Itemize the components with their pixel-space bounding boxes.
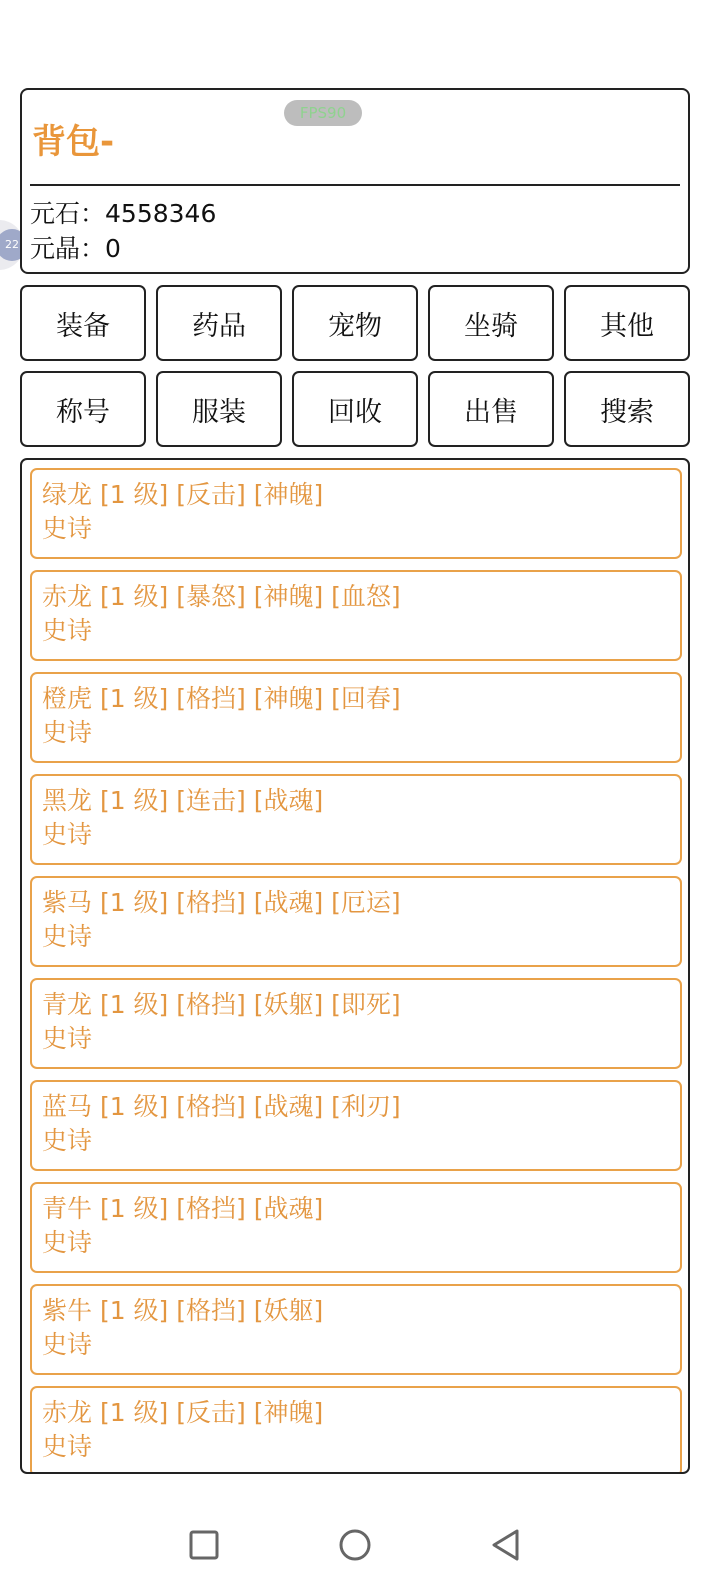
- currency-value: 4558346: [105, 199, 217, 228]
- recent-apps-icon: [174, 1513, 234, 1573]
- category-button-title[interactable]: 称号: [20, 371, 146, 447]
- list-item[interactable]: [30, 570, 682, 661]
- currency-yuanjing: [30, 233, 121, 265]
- home-icon: [325, 1513, 385, 1573]
- item-rarity: 史诗: [42, 1432, 93, 1461]
- item-name: 青龙 [1 级] [格挡] [妖躯] [即死]: [42, 990, 401, 1019]
- category-button-costume[interactable]: 服装: [156, 371, 282, 447]
- item-name: 青牛 [1 级] [格挡] [战魂]: [42, 1194, 324, 1223]
- list-item[interactable]: [30, 876, 682, 967]
- back-icon: [476, 1513, 536, 1573]
- list-item[interactable]: [30, 1284, 682, 1375]
- page-title: 背包-: [32, 122, 115, 162]
- item-name: 赤龙 [1 级] [暴怒] [神魄] [血怒]: [42, 582, 401, 611]
- category-button-recycle[interactable]: 回收: [292, 371, 418, 447]
- item-name: 蓝马 [1 级] [格挡] [战魂] [利刃]: [42, 1092, 401, 1121]
- list-item[interactable]: [30, 1182, 682, 1273]
- back-button[interactable]: [476, 1513, 536, 1573]
- home-button[interactable]: [325, 1513, 385, 1573]
- item-rarity: 史诗: [42, 514, 93, 543]
- currency-label: 元石：: [30, 199, 106, 228]
- item-rarity: 史诗: [42, 1126, 93, 1155]
- item-name: 黑龙 [1 级] [连击] [战魂]: [42, 786, 324, 815]
- system-nav-bar: [0, 1495, 720, 1591]
- item-name: 紫马 [1 级] [格挡] [战魂] [厄运]: [42, 888, 401, 917]
- floating-assistant-icon: 22: [0, 229, 28, 261]
- list-item[interactable]: [30, 672, 682, 763]
- currency-label: 元晶：: [30, 234, 106, 263]
- inventory-list[interactable]: [20, 458, 690, 1474]
- item-name: 紫牛 [1 级] [格挡] [妖躯]: [42, 1296, 324, 1325]
- item-rarity: 史诗: [42, 616, 93, 645]
- category-button-sell[interactable]: 出售: [428, 371, 554, 447]
- category-button-mount[interactable]: 坐骑: [428, 285, 554, 361]
- list-item[interactable]: [30, 1080, 682, 1171]
- list-item[interactable]: [30, 468, 682, 559]
- fps-badge: FPS90: [284, 100, 362, 126]
- item-rarity: 史诗: [42, 1024, 93, 1053]
- list-item[interactable]: [30, 1386, 682, 1474]
- category-button-other[interactable]: 其他: [564, 285, 690, 361]
- bag-header-panel: [20, 88, 690, 274]
- item-rarity: 史诗: [42, 820, 93, 849]
- currency-yuanshi: [30, 198, 216, 230]
- item-rarity: 史诗: [42, 1228, 93, 1257]
- category-buttons: [20, 285, 690, 447]
- inventory-list-content: [30, 468, 682, 1474]
- header-divider: [30, 184, 680, 186]
- item-rarity: 史诗: [42, 922, 93, 951]
- item-rarity: 史诗: [42, 718, 93, 747]
- item-name: 绿龙 [1 级] [反击] [神魄]: [42, 480, 324, 509]
- category-button-medicine[interactable]: 药品: [156, 285, 282, 361]
- category-button-equipment[interactable]: 装备: [20, 285, 146, 361]
- category-button-pet[interactable]: 宠物: [292, 285, 418, 361]
- currency-value: 0: [105, 234, 121, 263]
- list-item[interactable]: [30, 978, 682, 1069]
- item-name: 赤龙 [1 级] [反击] [神魄]: [42, 1398, 324, 1427]
- item-name: 橙虎 [1 级] [格挡] [神魄] [回春]: [42, 684, 401, 713]
- recent-apps-button[interactable]: [174, 1513, 234, 1573]
- category-button-search[interactable]: 搜索: [564, 371, 690, 447]
- item-rarity: 史诗: [42, 1330, 93, 1359]
- list-item[interactable]: [30, 774, 682, 865]
